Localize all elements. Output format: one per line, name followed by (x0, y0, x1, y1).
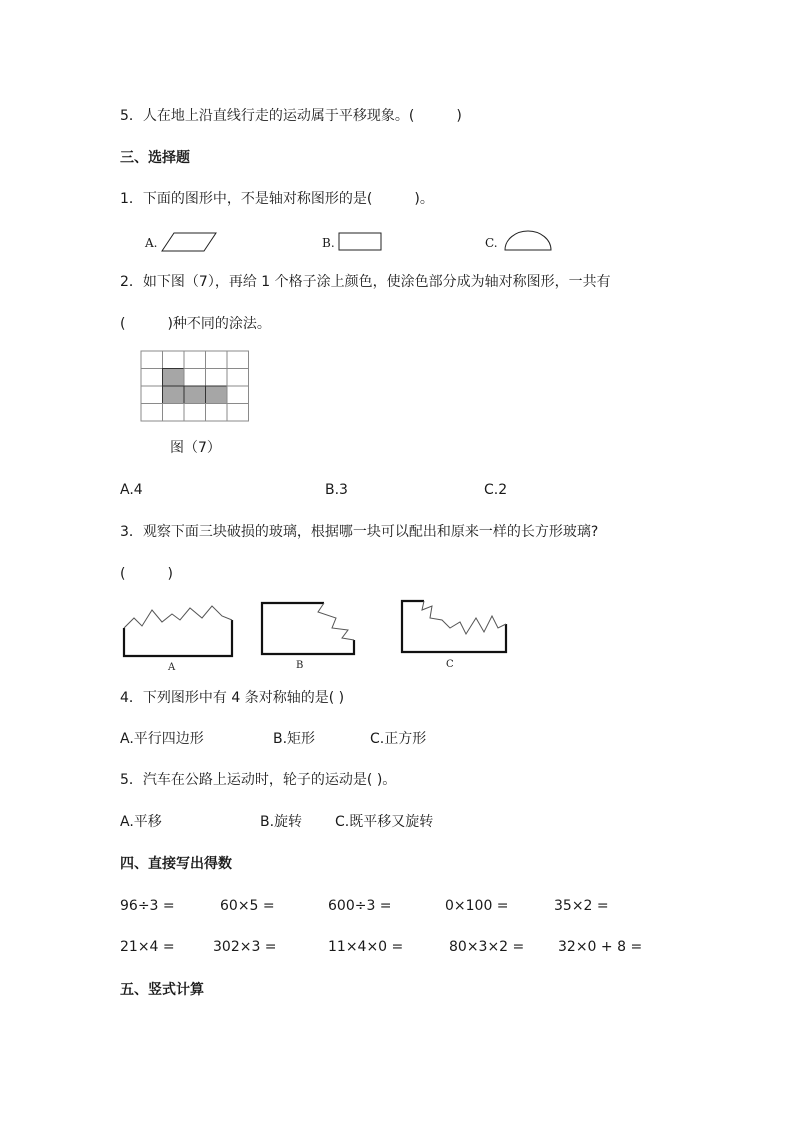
glass-b-label: B (296, 660, 304, 671)
grid-cell (184, 369, 206, 387)
glass-c-label: C (446, 659, 454, 670)
grid-cell-shaded (163, 369, 185, 387)
grid-cell (206, 351, 228, 369)
calc-item: 35×2 = (554, 898, 609, 914)
grid-cell-shaded (206, 386, 228, 404)
calc-item: 21×4 = (120, 939, 175, 955)
section-heading-vertical-calc: 五、竖式计算 (120, 982, 204, 998)
calc-item: 0×100 = (445, 898, 509, 914)
calc-item: 302×3 = (213, 939, 277, 955)
grid-cell (227, 351, 249, 369)
glass-a-label: A (168, 662, 176, 673)
calc-item: 60×5 = (220, 898, 275, 914)
choice-question-3-blank: ( ) (120, 566, 173, 582)
grid-cell (141, 351, 163, 369)
choice-question-2-line1: 2．如下图（7），再给 1 个格子涂上颜色，使涂色部分成为轴对称图形，一共有 (120, 274, 611, 290)
q4-option-c: C.正方形 (370, 731, 427, 747)
q2-option-b: B.3 (325, 482, 348, 498)
q5-option-a: A.平移 (120, 814, 162, 830)
choice-question-3: 3．观察下面三块破损的玻璃，根据哪一块可以配出和原来一样的长方形玻璃? (120, 524, 599, 540)
parallelogram-figure (160, 231, 220, 253)
grid-cell (227, 386, 249, 404)
calc-item: 80×3×2 = (449, 939, 525, 955)
semicircle-figure (503, 229, 553, 253)
calc-item: 11×4×0 = (328, 939, 404, 955)
grid-cell-shaded (163, 386, 185, 404)
grid-cell (184, 351, 206, 369)
q2-option-a: A.4 (120, 482, 143, 498)
calc-item: 600÷3 = (328, 898, 392, 914)
grid-cell (163, 351, 185, 369)
rectangle-figure (338, 232, 384, 252)
q1-option-a-label: A. (145, 236, 158, 250)
q4-option-b: B.矩形 (273, 731, 316, 747)
choice-question-2-line2: ( )种不同的涂法。 (120, 316, 271, 332)
q1-option-c-label: C. (485, 236, 498, 250)
grid-cell (227, 369, 249, 387)
choice-question-5: 5．汽车在公路上运动时，轮子的运动是( )。 (120, 772, 397, 788)
judgement-question-5: 5．人在地上沿直线行走的运动属于平移现象。( ) (120, 108, 462, 124)
choice-question-1: 1．下面的图形中，不是轴对称图形的是( )。 (120, 191, 434, 207)
section-heading-choice: 三、选择题 (120, 150, 190, 166)
q5-option-c: C.既平移又旋转 (335, 814, 434, 830)
choice-question-4: 4．下列图形中有 4 条对称轴的是( ) (120, 690, 345, 706)
grid-figure-7 (140, 350, 250, 422)
grid-cell (141, 369, 163, 387)
q4-option-a: A.平行四边形 (120, 731, 204, 747)
grid-cell (163, 404, 185, 422)
grid-cell (206, 369, 228, 387)
grid-cell-shaded (184, 386, 206, 404)
figure-7-caption: 图（7） (170, 440, 221, 456)
grid-cell (227, 404, 249, 422)
grid-cell (141, 404, 163, 422)
grid-cell (141, 386, 163, 404)
calc-item: 96÷3 = (120, 898, 175, 914)
q5-option-b: B.旋转 (260, 814, 303, 830)
q1-option-b-label: B. (322, 236, 335, 250)
calc-item: 32×0 + 8 = (558, 939, 643, 955)
grid-cell (184, 404, 206, 422)
broken-glass-figures (120, 598, 512, 676)
section-heading-mental-math: 四、直接写出得数 (120, 856, 232, 872)
grid-cell (206, 404, 228, 422)
q2-option-c: C.2 (484, 482, 508, 498)
